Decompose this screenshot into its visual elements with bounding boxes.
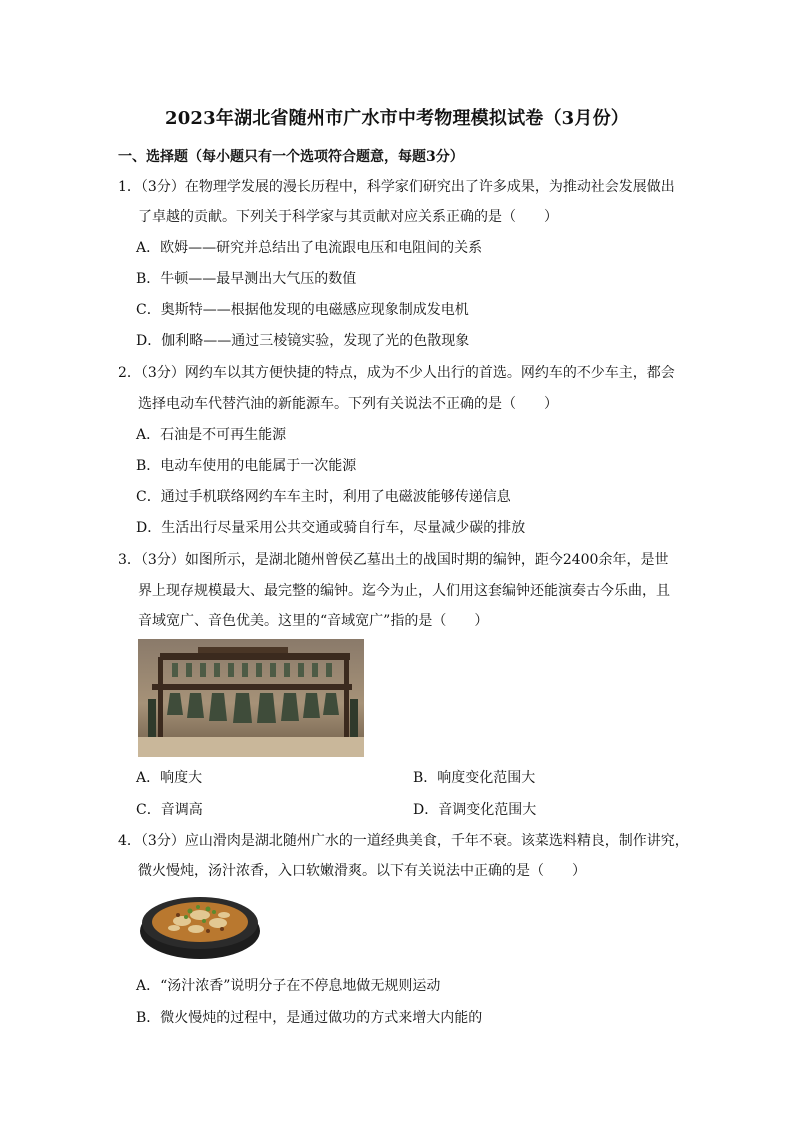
question-4-option-b: B．微火慢炖的过程中，是通过做功的方式来增大内能的 [136, 1010, 483, 1026]
yingshan-pork-dish-photo [138, 885, 262, 963]
question-3-option-d: D．音调变化范围大 [413, 802, 537, 818]
question-2-option-a: A．石油是不可再生能源 [136, 427, 287, 443]
question-1-option-c: C．奥斯特——根据他发现的电磁感应现象制成发电机 [136, 302, 469, 318]
question-3-option-b: B．响度变化范围大 [413, 770, 536, 786]
question-3-option-a: A．响度大 [136, 770, 203, 786]
question-4-line-1: 4．（3分）应山滑肉是湖北随州广水的一道经典美食，千年不衰。该菜选料精良，制作讲究， [118, 833, 689, 849]
question-4-line-2: 微火慢炖，汤汁浓香，入口软嫩滑爽。以下有关说法中正确的是（ ） [138, 863, 586, 879]
question-2-option-d: D．生活出行尽量采用公共交通或骑自行车，尽量减少碳的排放 [136, 520, 526, 536]
question-1-line-2: 了卓越的贡献。下列关于科学家与其贡献对应关系正确的是（ ） [138, 209, 558, 225]
question-1-option-d: D．伽利略——通过三棱镜实验，发现了光的色散现象 [136, 333, 470, 349]
question-3-line-2: 界上现存规模最大、最完整的编钟。迄今为止，人们用这套编钟还能演奏古今乐曲，且 [138, 583, 670, 599]
question-3-line-3: 音域宽广、音色优美。这里的“音域宽广”指的是（ ） [138, 613, 489, 629]
question-1-option-b: B．牛顿——最早测出大气压的数值 [136, 271, 357, 287]
section-heading: 一、选择题（每小题只有一个选项符合题意，每题3分） [118, 149, 464, 165]
bianzhong-bells-photo [138, 639, 364, 757]
question-2-line-2: 选择电动车代替汽油的新能源车。下列有关说法不正确的是（ ） [138, 396, 558, 412]
question-1-option-a: A．欧姆——研究并总结出了电流跟电压和电阻间的关系 [136, 240, 483, 256]
question-3-line-1: 3．（3分）如图所示，是湖北随州曾侯乙墓出土的战国时期的编钟，距今2400余年，是世 [118, 552, 669, 568]
question-2-line-1: 2．（3分）网约车以其方便快捷的特点，成为不少人出行的首选。网约车的不少车主，都会 [118, 365, 675, 381]
exam-title: 2023年湖北省随州市广水市中考物理模拟试卷（3月份） [164, 108, 630, 129]
question-3-option-c: C．音调高 [136, 802, 203, 818]
question-4-option-a: A．“汤汁浓香”说明分子在不停息地做无规则运动 [136, 978, 441, 994]
question-2-option-b: B．电动车使用的电能属于一次能源 [136, 458, 357, 474]
question-1-line-1: 1．（3分）在物理学发展的漫长历程中，科学家们研究出了许多成果，为推动社会发展做出 [118, 179, 675, 195]
question-2-option-c: C．通过手机联络网约车车主时，利用了电磁波能够传递信息 [136, 489, 511, 505]
